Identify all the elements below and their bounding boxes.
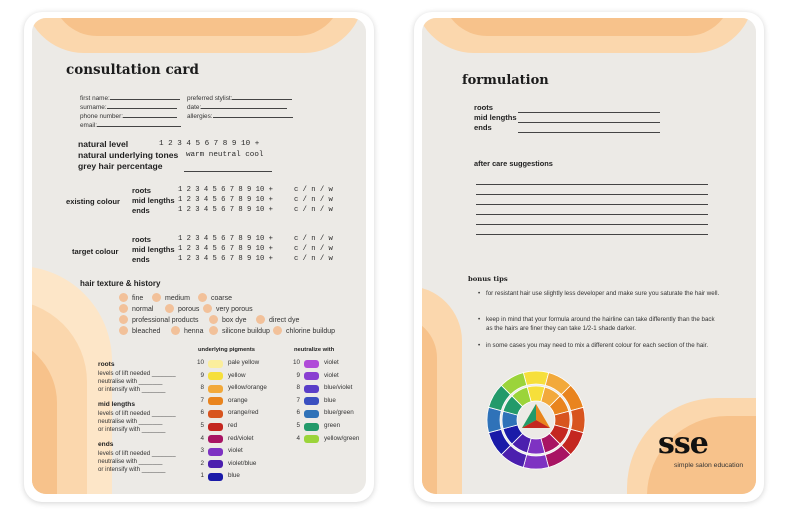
lift-mid-line-3[interactable]: or intensify with _______ (98, 426, 166, 433)
texture-option-box-dye[interactable]: box dye (209, 315, 247, 324)
pigment-name-1: blue (228, 472, 240, 480)
phone-field[interactable]: phone number: (80, 113, 177, 120)
neutralize-name-7: blue (324, 396, 336, 404)
existing-mid-scale[interactable]: 1 2 3 4 5 6 7 8 9 10 + (178, 196, 273, 204)
brand-logo: sse (658, 426, 708, 461)
email-field[interactable]: email: (80, 122, 181, 129)
neutralize-swatch-9 (304, 372, 319, 380)
bonus-tip-3: • in some cases you may need to mix a different colour for each section of the hair. (486, 341, 722, 350)
neutralize-swatch-4 (304, 435, 319, 443)
lift-roots-line-3[interactable]: or intensify with _______ (98, 386, 166, 393)
pigment-swatch-1 (208, 473, 223, 481)
aftercare-line-5[interactable] (476, 224, 708, 225)
existing-colour-label: existing colour (66, 197, 121, 206)
aftercare-line-6[interactable] (476, 234, 708, 235)
pigment-level-8: 8 (200, 384, 204, 392)
natural-level-label: natural level (78, 139, 129, 149)
formulation-title: formulation (462, 73, 549, 88)
aftercare-line-1[interactable] (476, 184, 708, 185)
pigment-level-4: 4 (200, 434, 204, 442)
target-mid-cnw[interactable]: c / n / w (294, 245, 333, 253)
target-ends-scale[interactable]: 1 2 3 4 5 6 7 8 9 10 + (178, 255, 273, 263)
wheel-outer-segment (487, 407, 501, 432)
existing-mid-label: mid lengths (132, 196, 175, 205)
texture-option-silicone-buildup[interactable]: silicone buildup (209, 326, 270, 335)
neutralize-level-5: 5 (296, 422, 300, 429)
neutralize-level-9: 9 (296, 371, 300, 379)
neutralize-name-10: violet (324, 359, 339, 366)
neutralize-level-10: 10 (292, 359, 300, 366)
pigment-name-8: yellow/orange (228, 384, 267, 392)
texture-title: hair texture & history (80, 279, 161, 288)
existing-ends-label: ends (132, 206, 150, 215)
formula-ends-line[interactable] (518, 132, 660, 133)
lift-mid-title: mid lengths (98, 401, 135, 408)
lift-mid-line-2[interactable]: neutralise with _______ (98, 418, 163, 425)
aftercare-line-3[interactable] (476, 204, 708, 205)
top-arch-inner (52, 18, 342, 36)
lift-ends-line-2[interactable]: neutralise with _______ (98, 458, 163, 465)
texture-option-bleached[interactable]: bleached (119, 326, 160, 335)
pigments-title: underlying pigments (198, 347, 256, 353)
neutralize-title: neutralize with (294, 347, 335, 353)
card-title: consultation card (66, 62, 199, 78)
pigment-swatch-3 (208, 448, 223, 456)
lift-mid-line-1[interactable]: levels of lift needed _______ (98, 410, 176, 417)
formula-mid-label: mid lengths (474, 113, 517, 122)
texture-option-very-porous[interactable]: very porous (203, 304, 253, 313)
pigment-swatch-9 (208, 372, 223, 380)
formula-ends-label: ends (474, 123, 492, 132)
texture-option-coarse[interactable]: coarse (198, 293, 232, 302)
texture-option-normal[interactable]: normal (119, 304, 153, 313)
natural-level-scale[interactable]: 1 2 3 4 5 6 7 8 9 10 + (159, 140, 260, 148)
pigment-swatch-8 (208, 385, 223, 393)
texture-option-henna[interactable]: henna (171, 326, 203, 335)
neutralize-level-8: 8 (296, 384, 300, 392)
existing-ends-scale[interactable]: 1 2 3 4 5 6 7 8 9 10 + (178, 206, 273, 214)
pigment-level-9: 9 (200, 371, 204, 379)
lift-ends-line-3[interactable]: or intensify with _______ (98, 466, 166, 473)
lift-roots-line-2[interactable]: neutralise with _______ (98, 378, 163, 385)
pigment-swatch-6 (208, 410, 223, 418)
neutralize-swatch-8 (304, 385, 319, 393)
existing-roots-label: roots (132, 186, 151, 195)
pigment-name-2: violet/blue (228, 459, 257, 467)
neutralize-swatch-10 (304, 360, 319, 368)
formula-mid-line[interactable] (518, 122, 660, 123)
target-mid-label: mid lengths (132, 245, 175, 254)
pigment-name-10: pale yellow (228, 359, 260, 366)
allergies-field[interactable]: allergies: (187, 113, 293, 120)
wheel-outer-segment (523, 371, 548, 385)
pigment-level-1: 1 (200, 472, 204, 480)
texture-option-chlorine-buildup[interactable]: chlorine buildup (273, 326, 335, 335)
existing-roots-scale[interactable]: 1 2 3 4 5 6 7 8 9 10 + (178, 186, 273, 194)
formula-roots-line[interactable] (518, 112, 660, 113)
texture-option-direct-dye[interactable]: direct dye (256, 315, 299, 324)
existing-ends-cnw[interactable]: c / n / w (294, 206, 333, 214)
lift-ends-title: ends (98, 441, 114, 448)
texture-option-porous[interactable]: porous (165, 304, 199, 313)
neutralize-name-6: blue/green (324, 409, 354, 417)
pigment-swatch-10 (208, 360, 223, 368)
bonus-tips-title: bonus tips (468, 275, 508, 283)
formulation-card (414, 12, 764, 502)
consultation-card-page (32, 18, 366, 494)
formula-roots-label: roots (474, 103, 493, 112)
lift-ends-line-1[interactable]: levels of lift needed _______ (98, 450, 176, 457)
neutralize-level-6: 6 (296, 409, 300, 417)
top-arch-inner (442, 18, 732, 36)
target-roots-cnw[interactable]: c / n / w (294, 235, 333, 243)
surname-field[interactable]: surname: (80, 104, 177, 111)
target-roots-scale[interactable]: 1 2 3 4 5 6 7 8 9 10 + (178, 235, 273, 243)
neutralize-level-7: 7 (296, 396, 300, 404)
pigment-name-5: red (228, 422, 238, 429)
brand-tagline: simple salon education (674, 462, 744, 469)
neutralize-swatch-5 (304, 423, 319, 431)
wheel-outer-segment (523, 455, 548, 469)
pigment-name-4: red/violet (228, 434, 254, 442)
pigment-level-7: 7 (200, 396, 204, 404)
pigment-swatch-7 (208, 397, 223, 405)
neutralize-name-4: yellow/green (324, 434, 360, 442)
neutralize-name-8: blue/violet (324, 384, 353, 392)
colour-wheel (486, 370, 586, 470)
neutralize-name-5: green (324, 422, 341, 429)
target-roots-label: roots (132, 235, 151, 244)
first-name-field[interactable]: first name: (80, 95, 180, 102)
natural-tones-values[interactable]: warm neutral cool (186, 151, 264, 159)
natural-tones-label: natural underlying tones (78, 150, 179, 160)
pigment-swatch-2 (208, 460, 223, 468)
pigment-name-7: orange (228, 396, 248, 404)
pigment-name-9: yellow (228, 371, 246, 379)
pigment-swatch-5 (208, 423, 223, 431)
pigment-level-10: 10 (196, 359, 204, 366)
pigment-name-3: violet (228, 447, 243, 455)
grey-hair-line[interactable] (184, 171, 272, 172)
existing-mid-cnw[interactable]: c / n / w (294, 196, 333, 204)
target-colour-label: target colour (72, 247, 119, 256)
bonus-tip-1: • for resistant hair use slightly less developer and make sure you saturate the hair well. (486, 289, 722, 298)
pigment-name-6: orange/red (228, 409, 259, 417)
pigment-level-3: 3 (200, 447, 204, 455)
lift-roots-title: roots (98, 361, 115, 368)
pigment-swatch-4 (208, 435, 223, 443)
aftercare-line-2[interactable] (476, 194, 708, 195)
target-ends-cnw[interactable]: c / n / w (294, 255, 333, 263)
aftercare-line-4[interactable] (476, 214, 708, 215)
texture-option-professional-products[interactable]: professional products (119, 315, 199, 324)
texture-option-fine[interactable]: fine (119, 293, 143, 302)
pigment-level-5: 5 (200, 422, 204, 429)
pigment-level-2: 2 (200, 459, 204, 467)
target-ends-label: ends (132, 255, 150, 264)
date-field[interactable]: date: (187, 104, 287, 111)
pigment-level-6: 6 (200, 409, 204, 417)
grey-hair-label: grey hair percentage (78, 161, 163, 171)
lift-roots-line-1[interactable]: levels of lift needed _______ (98, 370, 176, 377)
bonus-tip-2: • keep in mind that your formula around the hairline can take differently than the back as the hairs are finer they can take 1/2-1 shade darker. (486, 315, 722, 333)
neutralize-swatch-7 (304, 397, 319, 405)
formulation-card-page (422, 18, 756, 494)
neutralize-name-9: violet (324, 371, 339, 379)
neutralize-level-4: 4 (296, 434, 300, 442)
texture-option-medium[interactable]: medium (152, 293, 190, 302)
target-mid-scale[interactable]: 1 2 3 4 5 6 7 8 9 10 + (178, 245, 273, 253)
consultation-card (24, 12, 374, 502)
aftercare-title: after care suggestions (474, 159, 553, 168)
wheel-outer-segment (571, 407, 585, 432)
preferred-stylist-field[interactable]: preferred stylist: (187, 95, 292, 102)
existing-roots-cnw[interactable]: c / n / w (294, 186, 333, 194)
neutralize-swatch-6 (304, 410, 319, 418)
